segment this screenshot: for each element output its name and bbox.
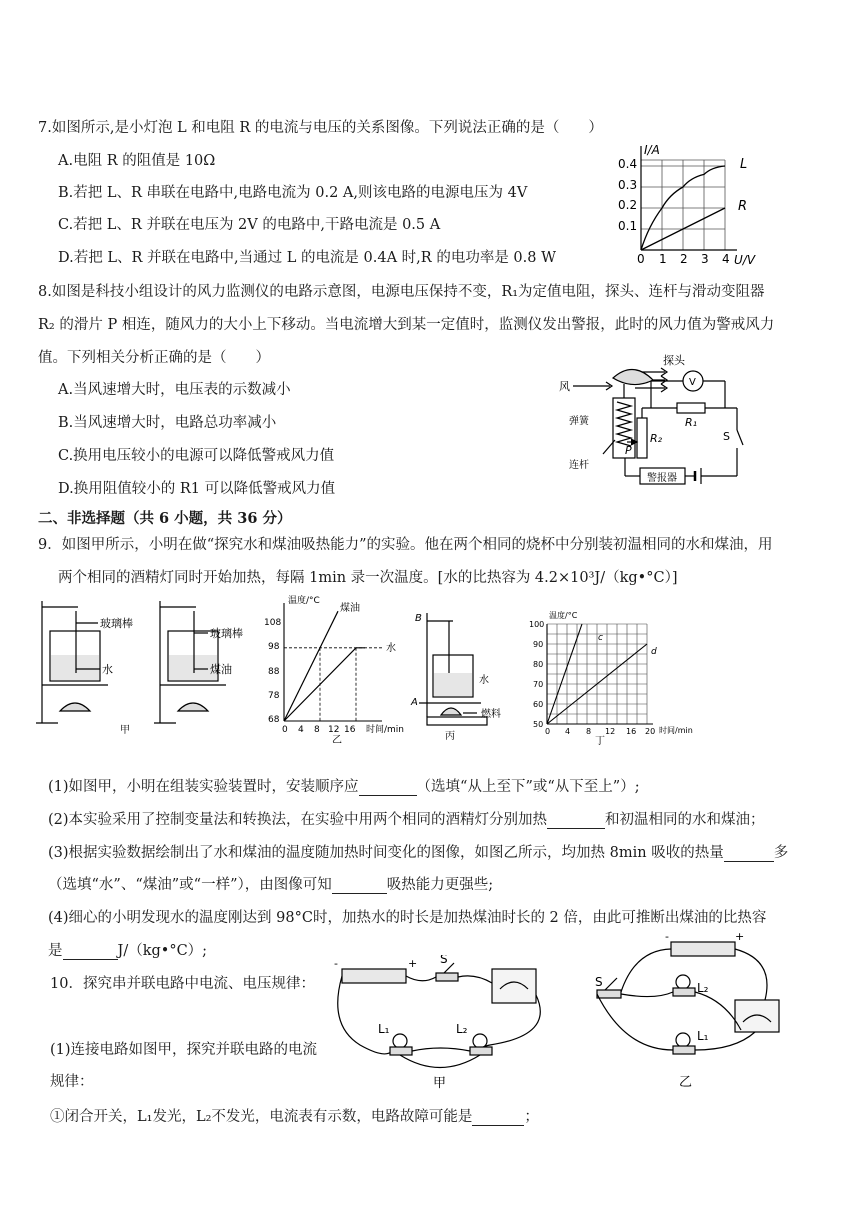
q9-part1 [48,775,640,796]
q9-yi-xtick: 16 [344,725,356,735]
q9-part1-text: (1)如图甲，小明在组装实验装置时，安装顺序应 [48,779,359,795]
q8-label-voltmeter: V [689,377,696,388]
q9-bing-caption: 丙 [445,731,455,742]
q7-ytick: 0.1 [618,219,638,233]
q9-part3-cont-text: （选填“水”、“煤油”或“一样”），由图像可知 [48,877,332,893]
q9-yi-caption: 乙 [332,735,342,743]
q9-part3-tail: 多 [773,845,789,861]
q9-ding-ytick: 100 [529,620,545,629]
q8-stem-line2: R₂ 的滑片 P 相连，随风力的大小上下移动。当电流增大到某一定值时，监测仪发出警报，此时的风力值为警戒风力 [38,317,775,333]
q9-yi-xlabel: 时间/min [366,725,405,735]
q9-yi-gridlines [284,648,382,721]
q9-yi-kerosene-line [284,611,338,721]
q10-item1-text: ①闭合开关，L₁发光，L₂不发光，电流表有示数，电路故障可能是 [50,1109,473,1125]
q7-stem: 7.如图所示,是小灯泡 L 和电阻 R 的电流与电压的关系图像。下列说法正确的是（ ） [38,120,603,136]
q9-part4-cont [48,939,207,960]
q9-ding-grid [547,624,647,724]
q9-ding-ytick: 90 [533,640,544,649]
q9-part2-blank[interactable] [547,812,605,829]
q9-yi-ytick: 68 [268,715,280,725]
q8-stem-line3: 值。下列相关分析正确的是（ ） [38,350,270,366]
q9-ding-ytick: 80 [533,660,544,669]
q7-ytick: 0.3 [618,178,638,192]
q8-label-R1: R₁ [685,416,698,429]
q7-xtick: 1 [659,252,667,266]
q9-part4-cont-tail: J/（kg•°C）; [117,943,208,959]
q9-ding-xtick: 12 [605,727,616,736]
q9-ding-xtick: 20 [645,727,656,736]
q9-ding-label-d: d [651,647,657,657]
q7-option-d: D.若把 L、R 并联在电路中,当通过 L 的电流是 0.4A 时,R 的电功率是 0.8 W [58,250,557,266]
q9-ding-xtick: 16 [626,727,637,736]
q9-part4-cont-text: 是 [48,943,63,959]
q10-jia-plus: + [408,957,418,970]
q8-stem-line1: 8.如图是科技小组设计的风力监测仪的电路示意图，电源电压保持不变，R₁为定值电阻，探头、连杆与滑动变阻器 [38,284,765,300]
q9-jia-caption: 甲 [120,725,130,736]
q9-part3 [48,841,788,862]
q9-ding-ytick: 50 [533,720,544,729]
q9-part3-text: (3)根据实验数据绘制出了水和煤油的温度随加热时间变化的图像，如图乙所示，均加热 8min 吸收的热量 [48,845,724,861]
q9-yi-water-line [284,648,365,721]
q8-label-P: P [625,444,632,457]
q9-yi-ytick: 78 [268,691,280,701]
q9-yi-xtick: 8 [314,725,320,735]
q10-jia-L1: L₁ [378,1022,390,1036]
q9-part2-text: (2)本实验采用了控制变量法和转换法，在实验中用两个相同的酒精灯分别加热 [48,812,548,828]
q9-yi-xtick: 4 [298,725,304,735]
q9-yi-xtick: 0 [282,725,288,735]
q8-option-a: A.当风速增大时，电压表的示数减小 [58,382,291,398]
q7-xlabel: U/V [734,253,756,267]
q9-bing-label-B: B [415,613,422,624]
q10-yi-caption: 乙 [679,1075,693,1090]
q10-stem: 10．探究串并联电路中电流、电压规律： [50,976,315,992]
q9-yi-ytick: 108 [264,618,282,628]
q9-ding-xtick: 8 [586,727,592,736]
q7-option-b: B.若把 L、R 串联在电路中,电路电流为 0.2 A,则该电路的电源电压为 4V [58,185,528,201]
q10-yi-L1: L₁ [697,1029,709,1043]
q9-ding-xlabel: 时间/min [659,726,693,735]
q10-yi-L2: L₂ [697,981,709,995]
q9-chart-ding [525,610,700,745]
q9-yi-ylabel: 温度/°C [288,596,320,606]
q7-iu-graph [612,140,772,268]
q8-label-probe: 探头 [663,354,685,367]
q7-grid [641,160,725,250]
q9-jia-liquid1: 水 [102,663,113,676]
q9-part4-blank[interactable] [63,943,118,960]
q7-xtick: 2 [680,252,688,266]
q7-xtick: 0 [637,252,645,266]
q9-yi-label-water: 水 [386,643,396,654]
q10-sub1-line2: 规律： [50,1074,94,1090]
q9-jia-rod1: 玻璃棒 [100,617,133,630]
q7-option-c: C.若把 L、R 并联在电压为 2V 的电路中,干路电流是 0.5 A [58,217,441,233]
q10-item1-tail: ； [524,1109,539,1125]
q7-ytick: 0.4 [618,157,638,171]
q7-xtick: 4 [722,252,730,266]
q7-label-L: L [740,157,748,172]
q9-part1-blank[interactable] [359,779,417,796]
q7-option-a: A.电阻 R 的阻值是 10Ω [58,153,216,169]
q8-label-alarm: 警报器 [647,473,677,484]
q9-stem-line2: 两个相同的酒精灯同时开始加热，每隔 1min 录一次温度。[水的比热容为 4.2×10³J/（kg•°C）] [58,570,678,586]
q7-label-R: R [738,199,748,214]
q9-yi-xtick: 12 [328,725,340,735]
q9-bing-fuel: 燃料 [481,709,501,720]
q7-ytick: 0.2 [618,198,638,212]
q9-part3b-blank[interactable] [332,877,387,894]
q10-yi-plus: + [735,930,745,943]
q9-chart-yi [262,593,412,743]
q9-part3-blank[interactable] [724,845,774,862]
q8-label-spring: 弹簧 [569,416,589,427]
q10-circuit-jia [330,955,560,1090]
q9-part3-cont-tail: 吸热能力更强些; [386,877,494,893]
q9-ding-caption: 丁 [595,736,605,745]
q9-yi-ytick: 88 [268,667,280,677]
q9-part4: (4)细心的小明发现水的温度刚达到 98°C时，加热水的时长是加热煤油时长的 2 倍，由此可推断出煤油的比热容 [48,910,767,926]
q10-yi-minus: - [665,930,669,943]
q10-item1 [50,1105,539,1126]
q10-jia-S: S [440,955,448,966]
q10-jia-caption: 甲 [433,1076,447,1090]
q7-ylabel: I/A [644,143,660,157]
q9-ding-xtick: 0 [545,727,551,736]
q8-label-S: S [723,430,730,443]
q8-option-d: D.换用阻值较小的 R1 可以降低警戒风力值 [58,481,336,497]
q10-circuit-yi [585,930,790,1090]
q9-figure-bing [405,605,515,745]
q10-jia-L2: L₂ [456,1022,468,1036]
q9-ding-ylabel: 温度/°C [549,611,578,620]
q9-bing-liquid: 水 [479,675,489,686]
q9-yi-label-kerosene: 煤油 [340,603,360,614]
q8-label-rod: 连杆 [569,460,589,471]
q9-jia-rod2: 玻璃棒 [210,627,243,640]
q9-bing-label-A: A [411,697,418,708]
q9-part2 [48,808,765,829]
q7-xtick: 3 [701,252,709,266]
q10-jia-minus: - [334,957,338,970]
q10-yi-S: S [595,975,603,989]
q9-yi-ytick: 98 [268,642,280,652]
q9-stem-line1: 9．如图甲所示，小明在做“探究水和煤油吸热能力”的实验。他在两个相同的烧杯中分别装初温相同的水和煤油，用 [38,537,773,553]
q10-item1-blank[interactable] [472,1109,524,1126]
q8-label-wind: 风 [559,380,570,393]
q8-option-b: B.当风速增大时，电路总功率减小 [58,415,277,431]
q9-ding-xtick: 4 [565,727,571,736]
q9-figure-jia [30,593,265,738]
q9-part3-cont [48,873,493,894]
q10-sub1-line1: (1)连接电路如图甲，探究并联电路的电流 [50,1042,318,1058]
section-heading: 二、非选择题（共 6 小题，共 36 分） [38,510,292,527]
q8-wind-circuit-diagram [555,350,770,495]
q8-label-R2: R₂ [650,432,663,445]
q9-jia-liquid2: 煤油 [210,663,232,676]
q9-part2-tail: 和初温相同的水和煤油； [605,812,765,828]
q8-option-c: C.换用电压较小的电源可以降低警戒风力值 [58,448,335,464]
q9-part1-tail: （选填“从上至下”或“从下至上”）; [416,779,640,795]
q9-ding-label-c: c [598,633,603,643]
q9-ding-ytick: 60 [533,700,544,709]
q9-ding-ytick: 70 [533,680,544,689]
